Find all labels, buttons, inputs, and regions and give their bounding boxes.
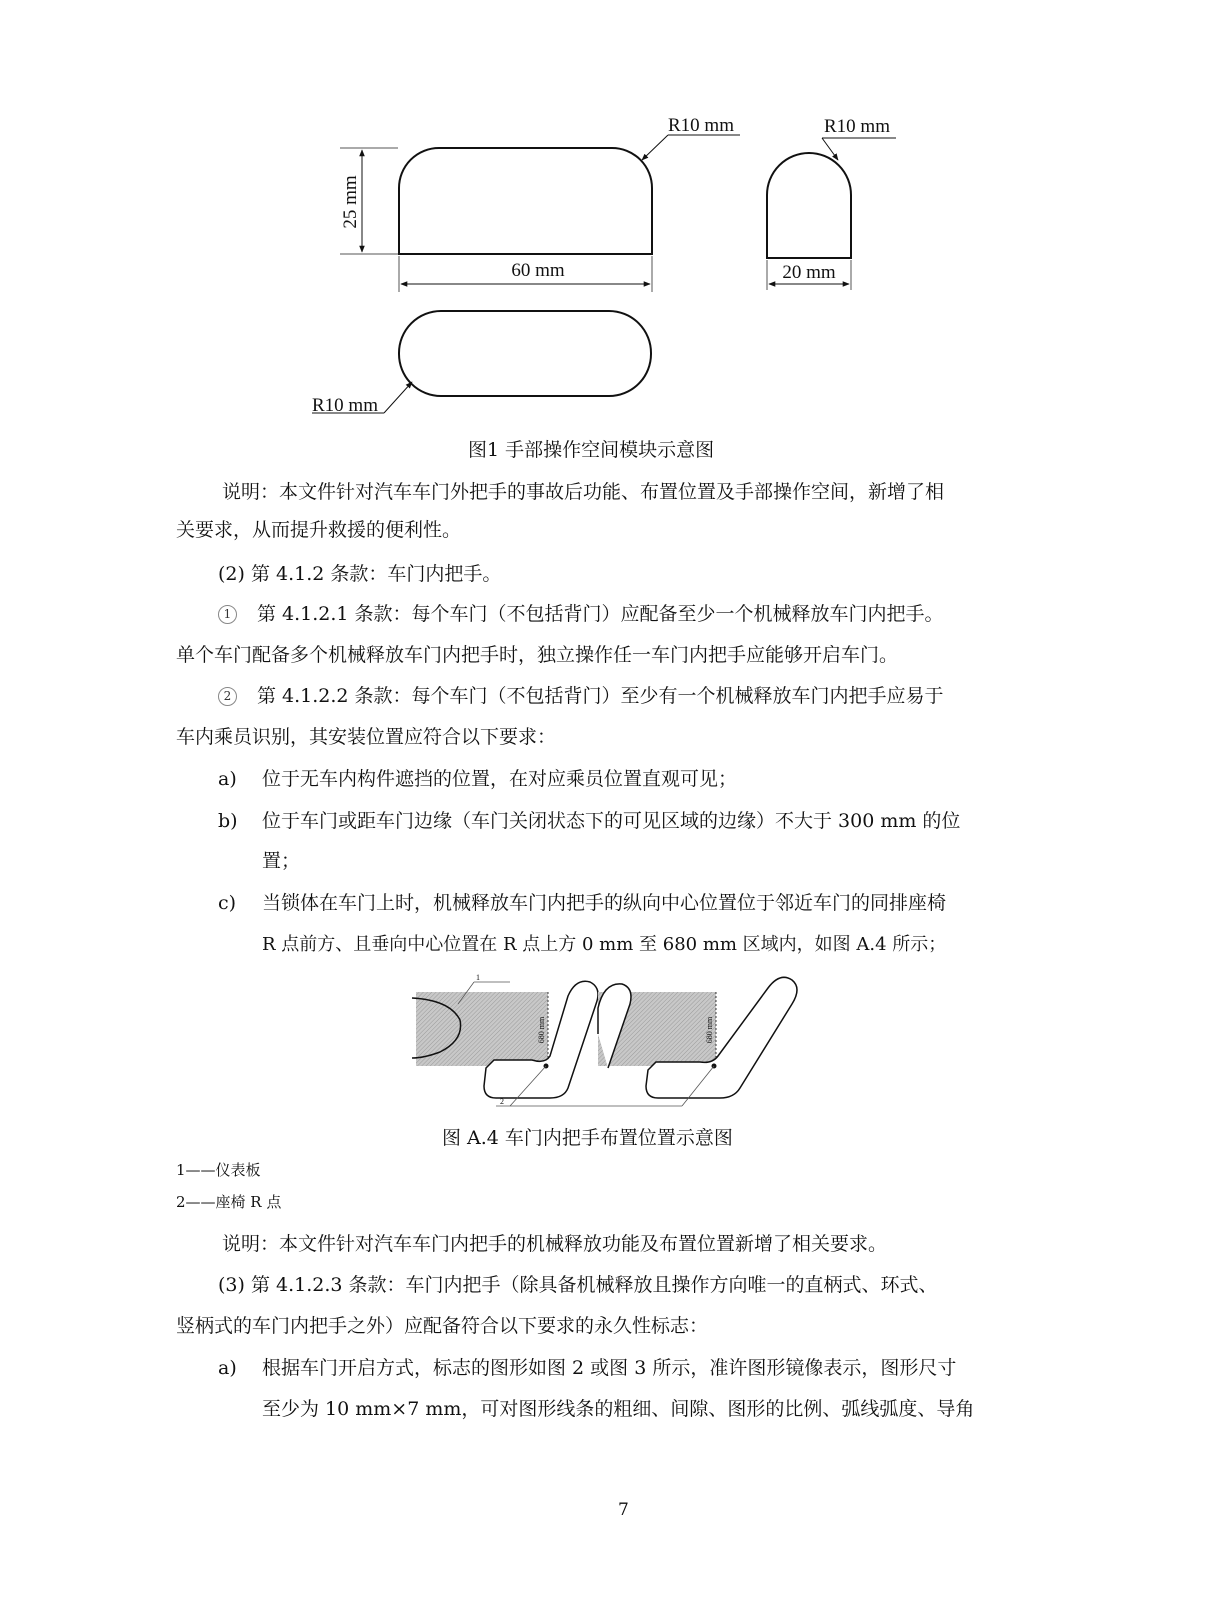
callout-1: 1 [476,973,480,982]
dim-r10-slot-label: R10 mm [312,395,378,416]
item1-marker: 1 [218,605,237,624]
req-b-line1 [218,809,960,833]
dim-20-label: 20 mm [782,262,836,283]
dim-25-label: 25 mm [340,175,361,229]
rect-module-shape [399,148,652,254]
dim-680-right: 680 mm [705,1016,714,1044]
arch-module-shape [767,153,851,258]
clause-3-line1: (3) 第 4.1.2.3 条款：车门内把手（除具备机械释放且操作方向唯一的直柄式、环式、 [218,1274,938,1296]
page-number: 7 [618,1500,629,1520]
item2-line1 [218,684,944,708]
figure-a4-handle-position [400,960,820,1120]
note1-line1: 说明：本文件针对汽车车门外把手的事故后功能、布置位置及手部操作空间，新增了相 [222,481,945,503]
callout-2: 2 [500,1097,504,1106]
legend-item-2: 2——座椅 R 点 [176,1193,282,1211]
item2-line2: 车内乘员识别，其安装位置应符合以下要求： [176,726,557,748]
item2-marker: 2 [218,687,237,706]
figureA4-caption: 图 A.4 车门内把手布置位置示意图 [442,1127,733,1149]
item2-text: 第 4.1.2.2 条款：每个车门（不包括背门）至少有一个机械释放车门内把手应易于 [257,685,944,707]
item1-line1 [218,602,944,626]
figure1-caption: 图1 手部操作空间模块示意图 [468,439,715,461]
clause-3-line2: 竖柄式的车门内把手之外）应配备符合以下要求的永久性标志： [176,1315,709,1337]
item1-text: 第 4.1.2.1 条款：每个车门（不包括背门）应配备至少一个机械释放车门内把手。 [257,603,944,625]
dim-60-label: 60 mm [511,260,565,281]
legend-item-1: 1——仪表板 [176,1161,261,1179]
req-a-label: a) [218,768,237,790]
note1-line2: 关要求，从而提升救援的便利性。 [176,519,462,541]
slot-module-shape [399,311,651,396]
req-a-text: 位于无车内构件遮挡的位置，在对应乘员位置直观可见； [262,768,738,790]
req-c-label: c) [218,892,237,914]
req-c-line1 [218,891,946,915]
item1-line2: 单个车门配备多个机械释放车门内把手时，独立操作任一车门内把手应能够开启车门。 [176,644,899,666]
dim-680-left: 680 mm [537,1016,546,1044]
req3a-text: 根据车门开启方式，标志的图形如图 2 或图 3 所示，准许图形镜像表示，图形尺寸 [262,1357,957,1379]
req-a [218,767,737,791]
req-b-label: b) [218,810,238,832]
req-c-text: 当锁体在车门上时，机械释放车门内把手的纵向中心位置位于邻近车门的同排座椅 [262,892,947,914]
dim-r10-rect-label: R10 mm [668,115,734,136]
note2: 说明：本文件针对汽车车门内把手的机械释放功能及布置位置新增了相关要求。 [222,1233,888,1255]
dim-r10-arch-label: R10 mm [824,116,890,137]
clause-2-heading: (2) 第 4.1.2 条款：车门内把手。 [218,563,502,585]
zone-left [416,992,548,1066]
req3a-line1 [218,1356,956,1380]
req3a-line2: 至少为 10 mm×7 mm，可对图形线条的粗细、间隙、图形的比例、弧线弧度、导角 [262,1398,975,1420]
req3a-label: a) [218,1357,237,1379]
figure-hand-space-modules [0,0,1214,460]
req-b-text: 位于车门或距车门边缘（车门关闭状态下的可见区域的边缘）不大于 300 mm 的位 [262,810,961,832]
req-c-line2: R 点前方、且垂向中心位置在 R 点上方 0 mm 至 680 mm 区域内，如图 A.4 所示； [262,934,947,955]
req-b-line2: 置； [262,850,301,872]
